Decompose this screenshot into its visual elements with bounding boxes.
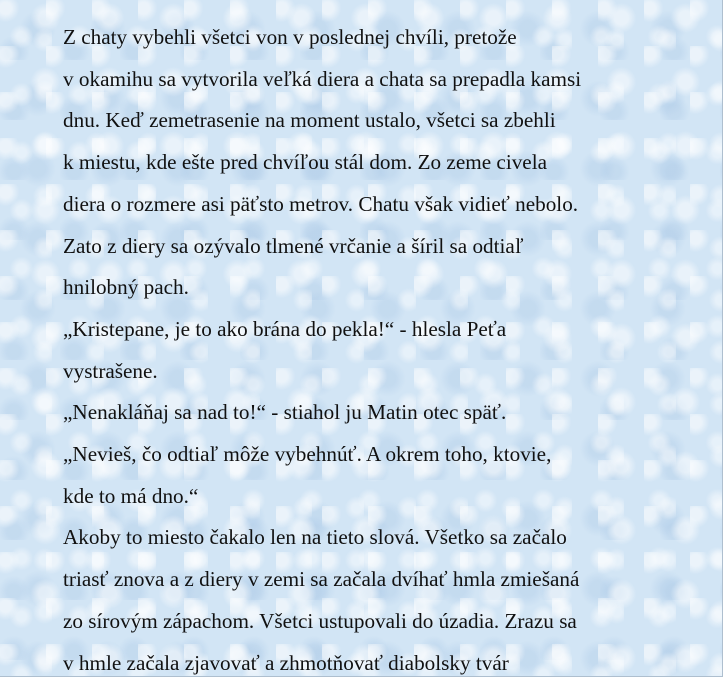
text-line: diera o rozmere asi päťsto metrov. Chatu však vidieť nebolo. <box>63 191 579 216</box>
text-line: dnu. Keď zemetrasenie na moment ustalo, všetci sa zbehli <box>63 108 556 133</box>
text-line: „Nevieš, čo odtiaľ môže vybehnúť. A okrem toho, ktovie, <box>63 442 552 467</box>
text-line: hnilobný pach. <box>63 275 189 300</box>
story-text <box>63 17 713 677</box>
text-line: v okamihu sa vytvorila veľká diera a chata sa prepadla kamsi <box>63 66 582 91</box>
text-line: Akoby to miesto čakalo len na tieto slová. Všetko sa začalo <box>63 525 567 550</box>
text-line: zo sírovým zápachom. Všetci ustupovali do úzadia. Zrazu sa <box>63 608 577 633</box>
text-line: „Nenakláňaj sa nad to!“ - stiahol ju Matin otec späť. <box>63 400 507 425</box>
text-line: k miestu, kde ešte pred chvíľou stál dom. Zo zeme civela <box>63 150 548 175</box>
text-line: Zato z diery sa ozývalo tlmené vrčanie a šíril sa odtiaľ <box>63 233 524 258</box>
text-line: vystrašene. <box>63 358 158 383</box>
text-line: kde to má dno.“ <box>63 483 199 508</box>
text-line: triasť znova a z diery v zemi sa začala dvíhať hmla zmiešaná <box>63 567 580 592</box>
text-line: „Kristepane, je to ako brána do pekla!“ - hlesla Peťa <box>63 316 507 341</box>
text-line: Z chaty vybehli všetci von v poslednej chvíli, pretože <box>63 25 517 49</box>
text-line: v hmle začala zjavovať a zhmotňovať diabolsky tvár <box>63 650 509 675</box>
